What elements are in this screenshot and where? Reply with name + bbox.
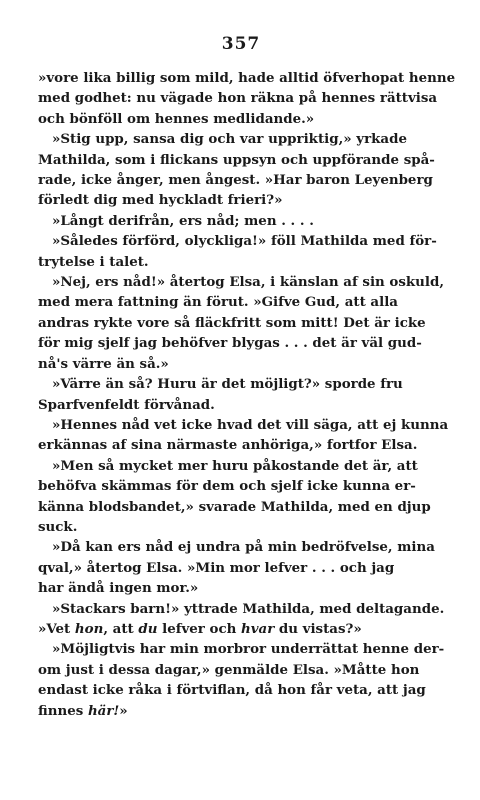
text-line: Mathilda, som i flickans uppsyn och uppförande spå- [38,151,435,168]
text-line: förledt dig med hyckladt frieri?» [38,192,283,209]
text-line: behöfva skämmas för dem och sjelf icke kunna er- [38,478,416,495]
text-run: finnes [38,702,88,719]
emphasized-word: hon [74,620,104,637]
text-line: »vore lika billig som mild, hade alltid öfverhopat henne [38,70,456,86]
text-line: »Nej, ers nåd!» återtog Elsa, i känslan af sin oskuld, [52,274,445,291]
emphasized-word: du [138,620,158,637]
text-line: med mera fattning än förut. »Gifve Gud, att alla [38,294,398,311]
text-line-emphasis [38,619,444,639]
text-line: rade, icke ånger, men ångest. »Har baron Leyenberg [38,172,433,189]
text-line: nå's värre än så.» [38,355,169,372]
text-line: »Värre än så? Huru är det möjligt?» sporde fru [52,376,403,393]
text-line: och bönföll om hennes medlidande.» [38,110,315,127]
text-run: » [119,702,128,719]
emphasized-word: här! [87,702,120,719]
text-line: Sparfvenfeldt förvånad. [38,396,215,413]
text-line-emphasis [38,701,444,721]
text-line: qval,» återtog Elsa. »Min mor lefver . . . och jag [38,559,395,576]
text-line: »Möjligtvis har min morbror underrättat henne der- [52,641,445,658]
text-run: du vistas?» [274,620,362,637]
text-line: »Således förförd, olyckliga!» föll Mathilda med för- [52,233,437,250]
page-number: 357 [221,34,261,54]
text-line: endast icke råka i förtviflan, då hon får veta, att jag [38,682,426,699]
text-line: »Då kan ers nåd ej undra på min bedröfvelse, mina [52,539,435,556]
text-line: »Men så mycket mer huru påkostande det är, att [52,457,418,474]
text-line: andras rykte vore så fläckfritt som mitt! Det är icke [38,314,426,331]
text-line: med godhet: nu vägade hon räkna på hennes rättvisa [38,90,438,107]
text-line: har ändå ingen mor.» [38,580,199,597]
text-line: suck. [38,518,78,535]
text-line: »Långt derifrån, ers nåd; men . . . . [52,212,314,229]
text-line: om just i dessa dagar,» genmälde Elsa. »Måtte hon [38,661,420,678]
text-line: trytelse i talet. [38,253,149,270]
text-line: »Stig upp, sansa dig och var uppriktig,» yrkade [52,131,407,148]
text-line: känna blodsbandet,» svarade Mathilda, med en djup [38,498,431,515]
text-line: »Stackars barn!» yttrade Mathilda, med deltagande. [52,600,445,617]
text-run: lefver och [157,620,241,637]
text-line: erkännas af sina närmaste anhöriga,» fortfor Elsa. [38,437,418,454]
text-line: »Hennes nåd vet icke hvad det vill säga, att ej kunna [52,416,449,433]
emphasized-word: hvar [241,620,275,637]
text-run: »Vet [38,620,75,637]
text-line: för mig sjelf jag behöfver blygas . . . det är väl gud- [38,335,422,352]
text-run: , att [103,620,139,637]
page-text [38,68,456,721]
